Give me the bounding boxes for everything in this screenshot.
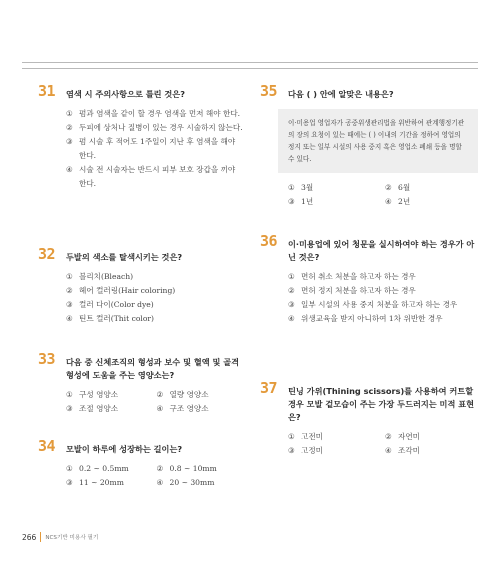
option-item[interactable]: ④ 위생교육을 받지 아니하여 1차 위반한 경우 xyxy=(288,314,443,323)
option-item[interactable]: ① 면허 취소 처분을 하고자 하는 경우 xyxy=(288,272,416,281)
question-number: 37 xyxy=(260,379,278,397)
option-item[interactable]: ③ 컬러 다이(Color dye) xyxy=(66,300,154,309)
options-list xyxy=(38,107,243,191)
question-31 xyxy=(38,82,243,191)
question-number: 35 xyxy=(260,82,278,100)
option-item[interactable]: ① 블리치(Bleach) xyxy=(66,272,134,281)
question-number: 31 xyxy=(38,82,56,100)
question-text: 염색 시 주의사항으로 틀린 것은? xyxy=(66,89,185,99)
option-item[interactable]: ③ 11 ~ 20mm xyxy=(66,478,124,487)
option-item[interactable]: ② 열량 영양소 xyxy=(156,390,209,399)
option-item[interactable]: ③ 1년 xyxy=(288,197,314,206)
option-item[interactable]: ② 0.8 ~ 10mm xyxy=(156,464,217,473)
page-number: 266 xyxy=(22,532,37,542)
question-text: 이·미용업에 있어 청문을 실시하여야 하는 경우가 아닌 것은? xyxy=(288,239,475,262)
question-text: 다음 중 신체조직의 형성과 보수 및 혈액 및 골격 형성에 도움을 주는 영양소는? xyxy=(66,357,240,380)
question-number: 33 xyxy=(38,350,56,368)
option-item[interactable]: ④ 시술 전 시술자는 반드시 피부 보호 장갑을 끼야 한다. xyxy=(66,165,236,188)
option-item[interactable]: ② 두피에 상처나 질병이 있는 경우 시술하지 않는다. xyxy=(66,123,243,132)
question-text: 모발이 하루에 성장하는 길이는? xyxy=(66,444,183,454)
option-item[interactable]: ④ 2년 xyxy=(385,197,411,206)
option-item[interactable]: ③ 일부 시설의 사용 중지 처분을 하고자 하는 경우 xyxy=(288,300,458,309)
top-divider xyxy=(22,62,478,69)
book-title: NCS기반 미용사 필기 xyxy=(45,535,99,541)
option-item[interactable]: ③ 조절 영양소 xyxy=(66,404,119,413)
option-item[interactable]: ② 헤어 컬러링(Hair coloring) xyxy=(66,286,176,295)
options-list xyxy=(260,430,478,458)
option-item[interactable]: ② 자연미 xyxy=(385,432,421,441)
options-list xyxy=(38,462,243,490)
option-item[interactable]: ④ 20 ~ 30mm xyxy=(156,478,215,487)
question-32 xyxy=(38,245,243,326)
options-list xyxy=(260,181,478,209)
question-text: 다음 ( ) 안에 알맞은 내용은? xyxy=(288,89,394,99)
option-item[interactable]: ① 구성 영양소 xyxy=(66,390,119,399)
question-33 xyxy=(38,350,243,416)
options-list xyxy=(38,270,243,326)
question-35 xyxy=(260,82,478,209)
option-item[interactable]: ④ 구조 영양소 xyxy=(156,404,209,413)
option-item[interactable]: ① 펌과 염색을 같이 할 경우 염색을 먼저 해야 한다. xyxy=(66,109,241,118)
reference-box: 이·미용업 영업자가 공중위생관리법을 위반하여 관계행정기관의 장의 요청이 있는 때에는 ( ) 이내의 기간을 정하여 영업의 정지 또는 일부 시설의 사용 중지 혹은 영업소 폐쇄 등을 명할 수 있다. xyxy=(278,109,478,173)
option-item[interactable]: ② 면허 정지 처분을 하고자 하는 경우 xyxy=(288,286,416,295)
option-item[interactable]: ③ 고정미 xyxy=(288,446,324,455)
option-item[interactable]: ④ 조각미 xyxy=(385,446,421,455)
question-37 xyxy=(260,379,478,458)
option-item[interactable]: ④ 틴트 컬러(Thit color) xyxy=(66,314,154,323)
question-number: 32 xyxy=(38,245,56,263)
footer-divider xyxy=(40,532,41,542)
question-number: 36 xyxy=(260,232,278,250)
question-text: 두발의 색소를 탈색시키는 것은? xyxy=(66,252,183,262)
question-text: 틴닝 가위(Thining scissors)를 사용하여 커트할 경우 모발 겉모습이 주는 가장 두드러지는 미적 표현은? xyxy=(288,386,475,422)
option-item[interactable]: ① 3월 xyxy=(288,183,314,192)
page-footer xyxy=(22,532,98,542)
options-list xyxy=(38,388,243,416)
question-34 xyxy=(38,437,243,490)
option-item[interactable]: ③ 펌 시술 후 적어도 1주일이 지난 후 염색을 해야 한다. xyxy=(66,137,236,160)
option-item[interactable]: ② 6월 xyxy=(385,183,411,192)
question-36 xyxy=(260,232,478,326)
option-item[interactable]: ① 0.2 ~ 0.5mm xyxy=(66,464,129,473)
options-list xyxy=(260,270,478,326)
question-number: 34 xyxy=(38,437,56,455)
option-item[interactable]: ① 고전미 xyxy=(288,432,324,441)
